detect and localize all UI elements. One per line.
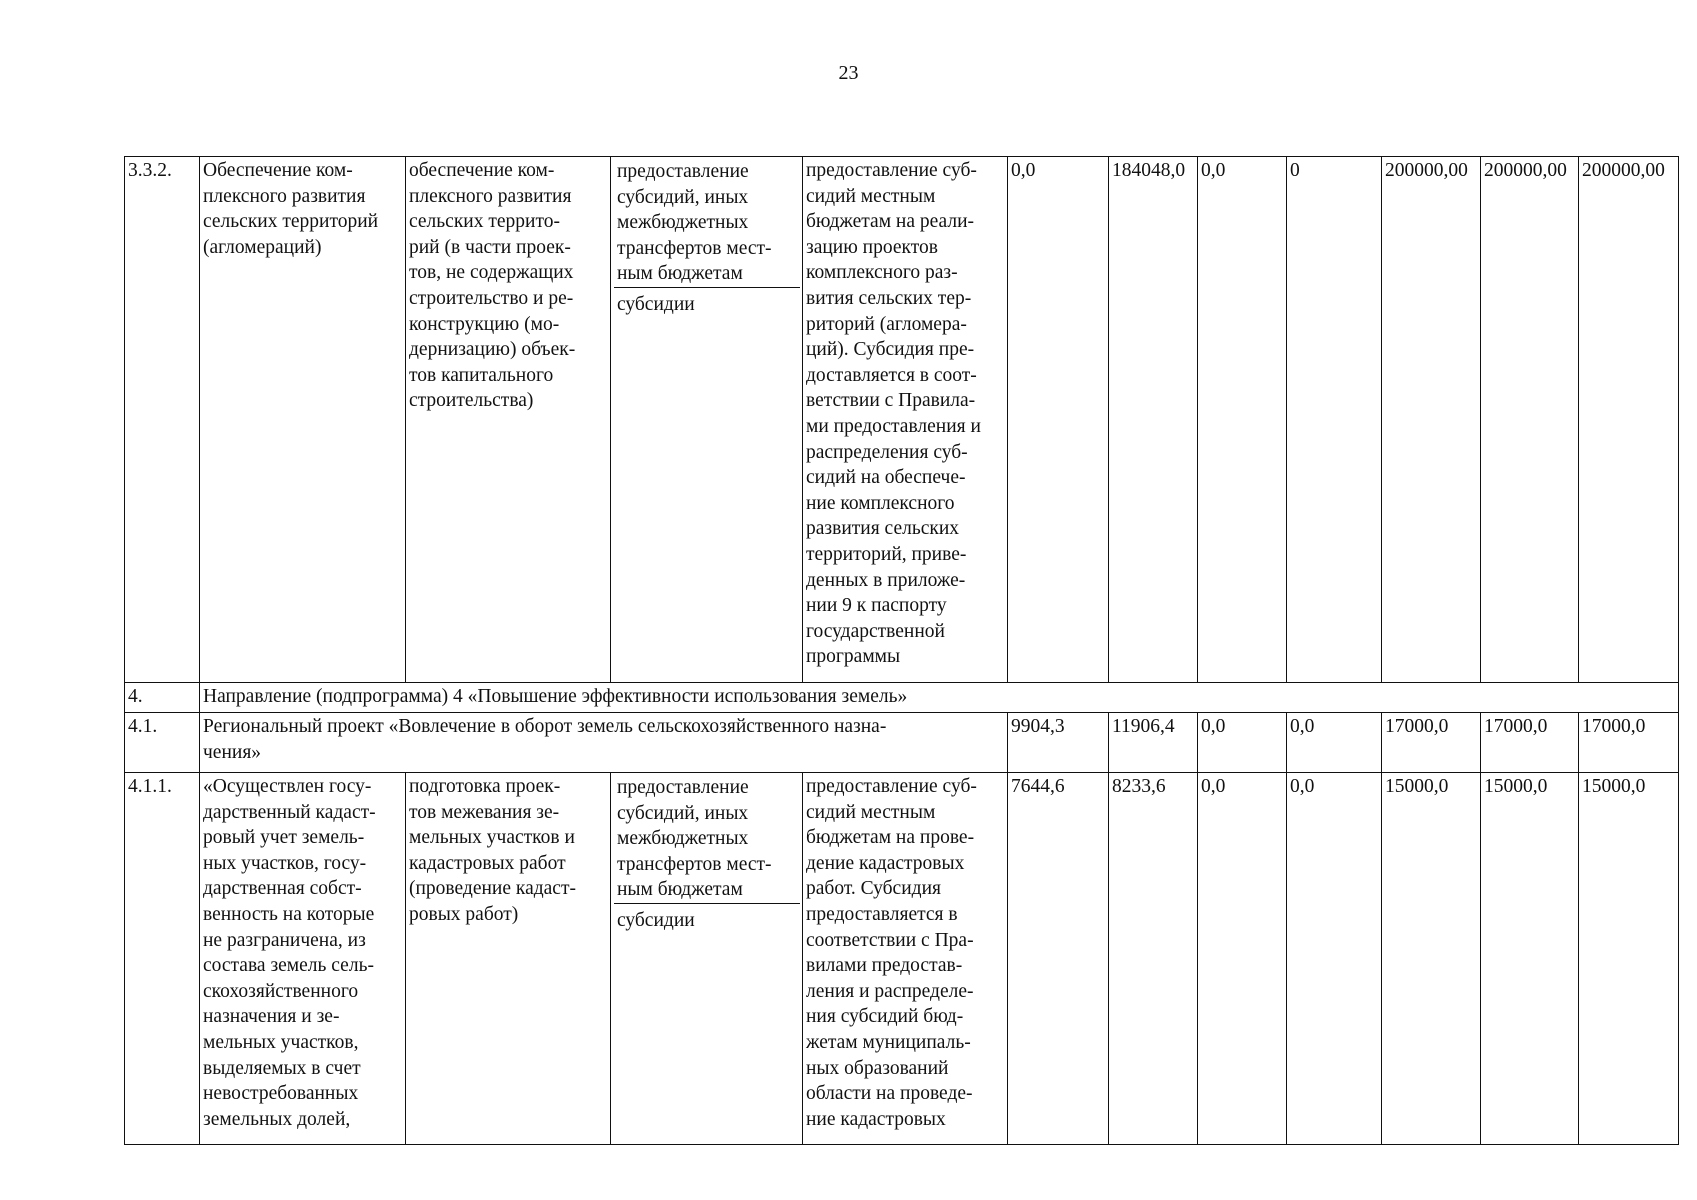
value-cell: 15000,0 [1579, 773, 1679, 1145]
mechanism-bottom: субсидии [617, 293, 695, 315]
value-cell: 17000,0 [1382, 713, 1481, 773]
table-row-4 [125, 683, 1679, 713]
value-cell: 200000,00 [1481, 157, 1579, 683]
table-row-3-3-2 [125, 157, 1679, 683]
row-activity: подготовка проек- тов межевания зе- мельных участков и кадастровых работ (проведение кадаст- ровых работ) [406, 773, 611, 1145]
value-cell: 11906,4 [1109, 713, 1198, 773]
program-table [124, 156, 1679, 1145]
project-title: Региональный проект «Вовлечение в оборот земель сельскохозяйственного назна- чения» [200, 713, 1008, 773]
section-title: Направление (подпрограмма) 4 «Повышение эффективности использования земель» [200, 683, 1679, 713]
row-description: предоставление суб- сидий местным бюджетам на прове- дение кадастровых работ. Субсидия предоставляется в соответствии с Пра- вилами предостав- ления и распределе- ния субсидий бюд- жетам муниципаль- ных образований области на проведе- ние кадастровых [803, 773, 1008, 1145]
row-mechanism [611, 157, 803, 683]
value-cell: 0,0 [1287, 773, 1382, 1145]
value-cell: 0,0 [1198, 157, 1287, 683]
mechanism-bottom: субсидии [617, 909, 695, 931]
value-cell: 0 [1287, 157, 1382, 683]
table-row-4-1-1 [125, 773, 1679, 1145]
row-name: «Осуществлен госу- дарственный кадаст- ровый учет земель- ных участков, госу- дарственная собст- венность на которые не разграничена, из состава земель сель- скохозяйственного назначения и зе- мельных участков, выделяемых в счет невостребованных земельных долей, [200, 773, 406, 1145]
table-row-4-1 [125, 713, 1679, 773]
value-cell: 17000,0 [1579, 713, 1679, 773]
value-cell: 184048,0 [1109, 157, 1198, 683]
value-cell: 15000,0 [1382, 773, 1481, 1145]
row-description: предоставление суб- сидий местным бюджетам на реали- зацию проектов комплексного раз- вития сельских тер- риторий (агломера- ций). Субсидия пре- доставляется в соот- ветствии с Правила- ми предоставления и распределения суб- сидий на обеспече- ние комплексного развития сельских территорий, приве- денных в приложе- нии 9 к паспорту государственной программы [803, 157, 1008, 683]
value-cell: 0,0 [1198, 773, 1287, 1145]
value-cell: 7644,6 [1008, 773, 1109, 1145]
mechanism-top: предоставление субсидий, иных межбюджетных трансфертов мест- ным бюджетам [614, 774, 800, 904]
value-cell: 0,0 [1198, 713, 1287, 773]
value-cell: 0,0 [1008, 157, 1109, 683]
row-id: 4. [125, 683, 200, 713]
row-name: Обеспечение ком- плексного развития сельских территорий (агломераций) [200, 157, 406, 683]
value-cell: 9904,3 [1008, 713, 1109, 773]
value-cell: 200000,00 [1382, 157, 1481, 683]
row-id: 4.1. [125, 713, 200, 773]
value-cell: 200000,00 [1579, 157, 1679, 683]
value-cell: 15000,0 [1481, 773, 1579, 1145]
row-mechanism [611, 773, 803, 1145]
page-number: 23 [838, 62, 859, 84]
value-cell: 17000,0 [1481, 713, 1579, 773]
value-cell: 8233,6 [1109, 773, 1198, 1145]
mechanism-top: предоставление субсидий, иных межбюджетных трансфертов мест- ным бюджетам [614, 158, 800, 288]
row-id: 3.3.2. [125, 157, 200, 683]
row-activity: обеспечение ком- плексного развития сельских террито- рий (в части проек- тов, не содержащих строительство и ре- конструкцию (мо- дернизацию) объек- тов капитального строительства) [406, 157, 611, 683]
value-cell: 0,0 [1287, 713, 1382, 773]
row-id: 4.1.1. [125, 773, 200, 1145]
